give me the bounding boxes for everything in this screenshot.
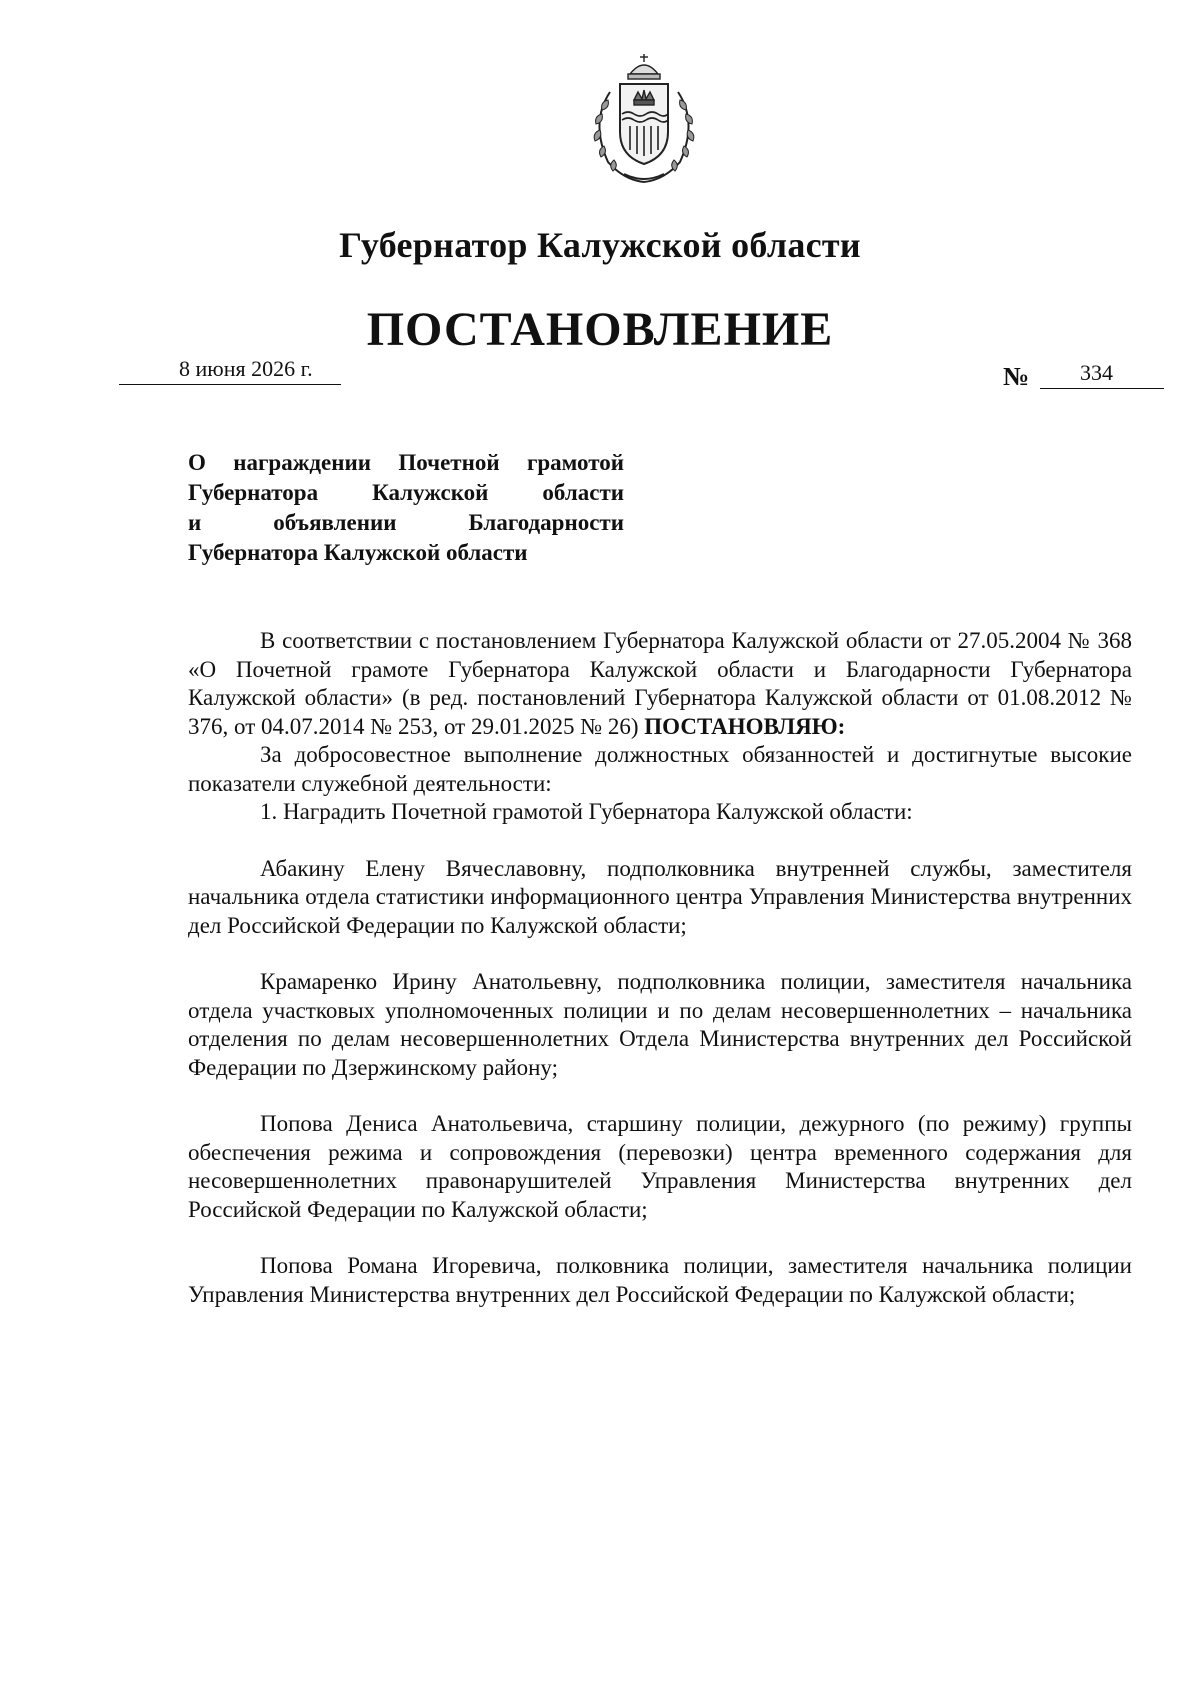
document-number: 334 xyxy=(1080,360,1113,385)
document-number-label: № xyxy=(1003,362,1030,391)
issuing-authority: Губернатор Калужской области xyxy=(339,225,861,265)
reason-paragraph: За добросовестное выполнение должностных обязанностей и достигнутые высокие показатели служебной деятельности: xyxy=(188,742,1132,796)
subject-line: Губернатора Калужской области xyxy=(188,540,528,565)
preamble-text: В соответствии с постановлением Губернатора Калужской области от 27.05.2004 № 368 «О Почетной грамоте Губернатора Калужской области и Благодарности Губернатора Калужской области» (в ред. постановлений Губернатора Калужской области от 01.08.2012 № 376, от 04.07.2014 № 253, от 29.01.2025 № 26) xyxy=(188,628,1132,739)
document-body xyxy=(188,627,1132,1309)
awardee-paragraph: Абакину Елену Вячеславовну, подполковника внутренней службы, заместителя начальника отдела статистики информационного центра Управления Министерства внутренних дел Российской Федерации по Калужской области; xyxy=(188,855,1132,938)
subject-line: и объявлении Благодарности xyxy=(188,510,624,535)
document-type-title: ПОСТАНОВЛЕНИЕ xyxy=(366,303,834,356)
awardee-paragraph: Попова Романа Игоревича, полковника полиции, заместителя начальника полиции Управления Министерства внутренних дел Российской Федерации по Калужской области; xyxy=(188,1253,1132,1307)
document-date: 8 июня 2026 г. xyxy=(179,356,313,381)
document-subject xyxy=(188,448,624,568)
resolve-keyword: ПОСТАНОВЛЯЮ: xyxy=(644,713,846,739)
awardee-paragraph: Попова Дениса Анатольевича, старшину полиции, дежурного (по режиму) группы обеспечения режима и сопровождения (перевозки) центра временного содержания для несовершеннолетних правонарушителей Управления Министерства внутренних дел Российской Федерации по Калужской области; xyxy=(188,1111,1132,1222)
kaluga-coat-of-arms-icon xyxy=(580,52,708,186)
document-number-field xyxy=(1040,358,1164,389)
awardee-paragraph: Крамаренко Ирину Анатольевну, подполковника полиции, заместителя начальника отдела участковых уполномоченных полиции и по делам несовершеннолетних – начальника отделения по делам несовершеннолетних Отдела Министерства внутренних дел Российской Федерации по Дзержинскому району; xyxy=(188,969,1132,1080)
subject-line: Губернатора Калужской области xyxy=(188,480,624,505)
award-clause-1: 1. Наградить Почетной грамотой Губернатора Калужской области: xyxy=(260,799,913,824)
document-date-field xyxy=(119,354,341,385)
preamble-paragraph xyxy=(188,627,1132,741)
subject-line: О награждении Почетной грамотой xyxy=(188,450,624,475)
